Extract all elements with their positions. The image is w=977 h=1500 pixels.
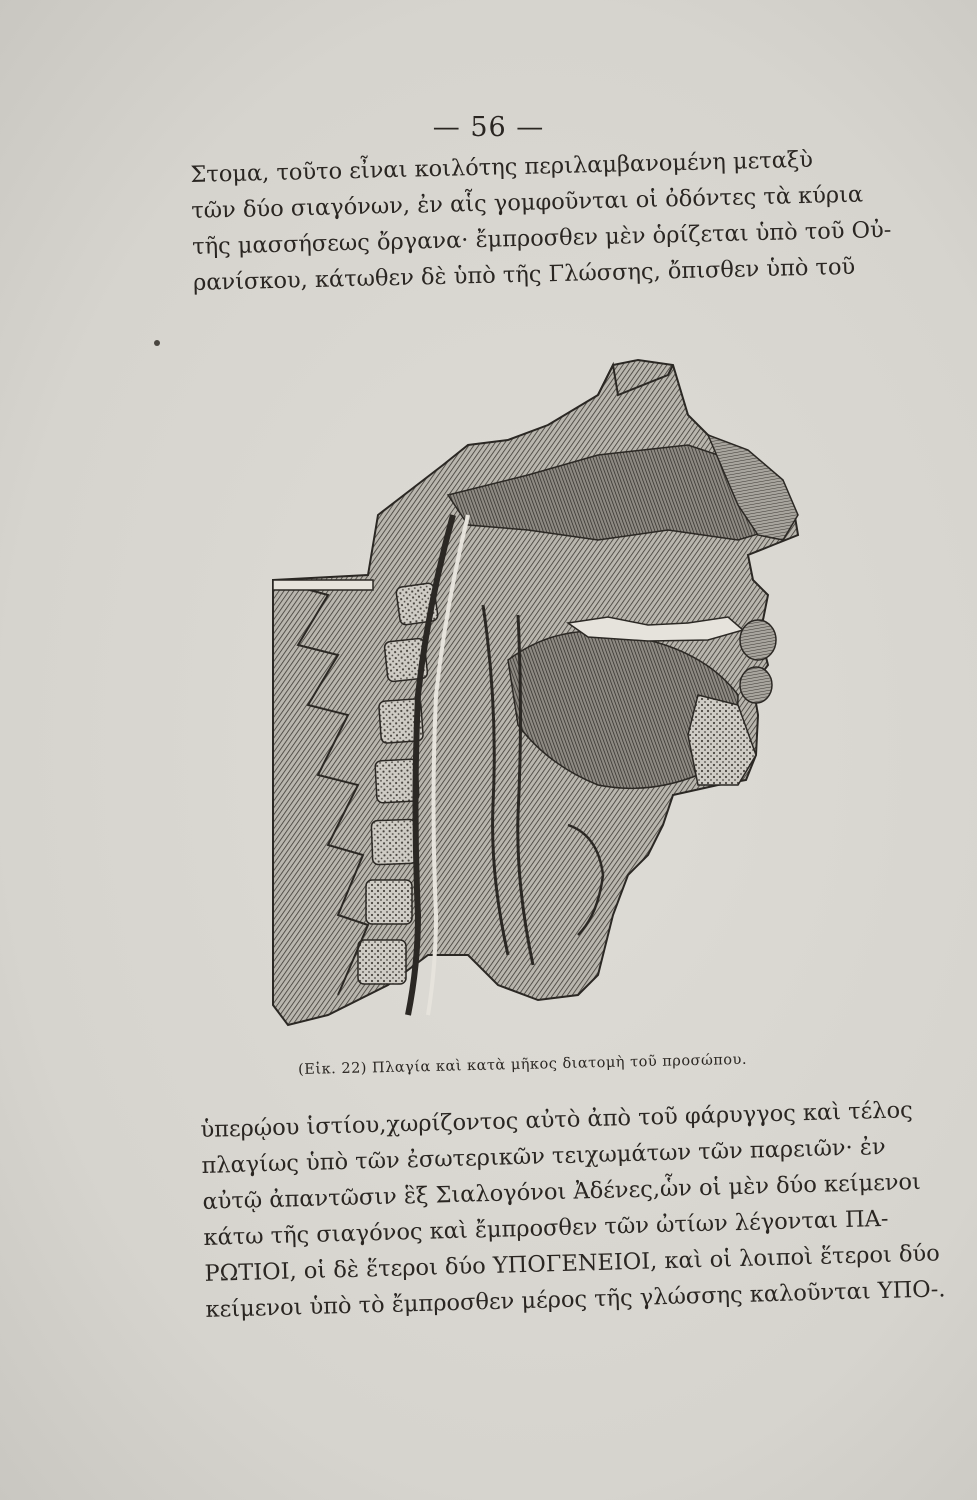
figure-caption: (Εἰκ. 22) Πλαγία καὶ κατὰ μῆκος διατομὴ τοῦ προσώπου. bbox=[298, 1051, 748, 1078]
ink-spot bbox=[154, 340, 160, 346]
paragraph-line: τῆς μασσήσεως ὄργανα· ἔμπροσθεν μὲν ὁρίζεται ὑπὸ τοῦ Οὐ- bbox=[191, 216, 892, 260]
anatomical-illustration bbox=[268, 355, 828, 1040]
page-number: — 56 — bbox=[432, 112, 545, 143]
paragraph-bottom bbox=[200, 1092, 946, 1328]
paragraph-line: ρανίσκου, κάτωθεν δὲ ὑπὸ τῆς Γλώσσης, ὄπισθεν ὑπὸ τοῦ bbox=[192, 253, 856, 296]
paragraph-line: κάτω τῆς σιαγόνος καὶ ἔμπροσθεν τῶν ὠτίων λέγονται ΠΑ- bbox=[203, 1205, 889, 1251]
paragraph-line: πλαγίως ὑπὸ τῶν ἐσωτερικῶν τειχωμάτων τῶν παρειῶν· ἐν bbox=[201, 1133, 886, 1179]
paragraph-line: ΡΩΤΙΟΙ, οἱ δὲ ἕτεροι δύο ΥΠΟΓΕΝΕΙΟΙ, καὶ οἱ λοιποὶ ἕτεροι δύο bbox=[204, 1240, 941, 1287]
paragraph-line: αὐτῷ ἀπαντῶσιν ἓξ Σιαλογόνοι Ἀδένες,ὧν οἱ μὲν δύο κείμενοι bbox=[202, 1168, 922, 1215]
paragraph-line: τῶν δύο σιαγόνων, ἐν αἷς γομφοῦνται οἱ ὀδόντες τὰ κύρια bbox=[191, 181, 864, 224]
paragraph-line: ὑπερῴου ἱστίου,χωρίζοντος αὐτὸ ἀπὸ τοῦ φάρυγγος καὶ τέλος bbox=[200, 1097, 914, 1143]
paragraph-top bbox=[190, 139, 913, 301]
paragraph-line: Στομα, τοῦτο εἶναι κοιλότης περιλαμβανομένη μεταξὺ bbox=[190, 146, 814, 188]
paragraph-line: κείμενοι ὑπὸ τὸ ἔμπροσθεν μέρος τῆς γλώσσης καλοῦνται ΥΠΟ-. bbox=[205, 1276, 946, 1323]
